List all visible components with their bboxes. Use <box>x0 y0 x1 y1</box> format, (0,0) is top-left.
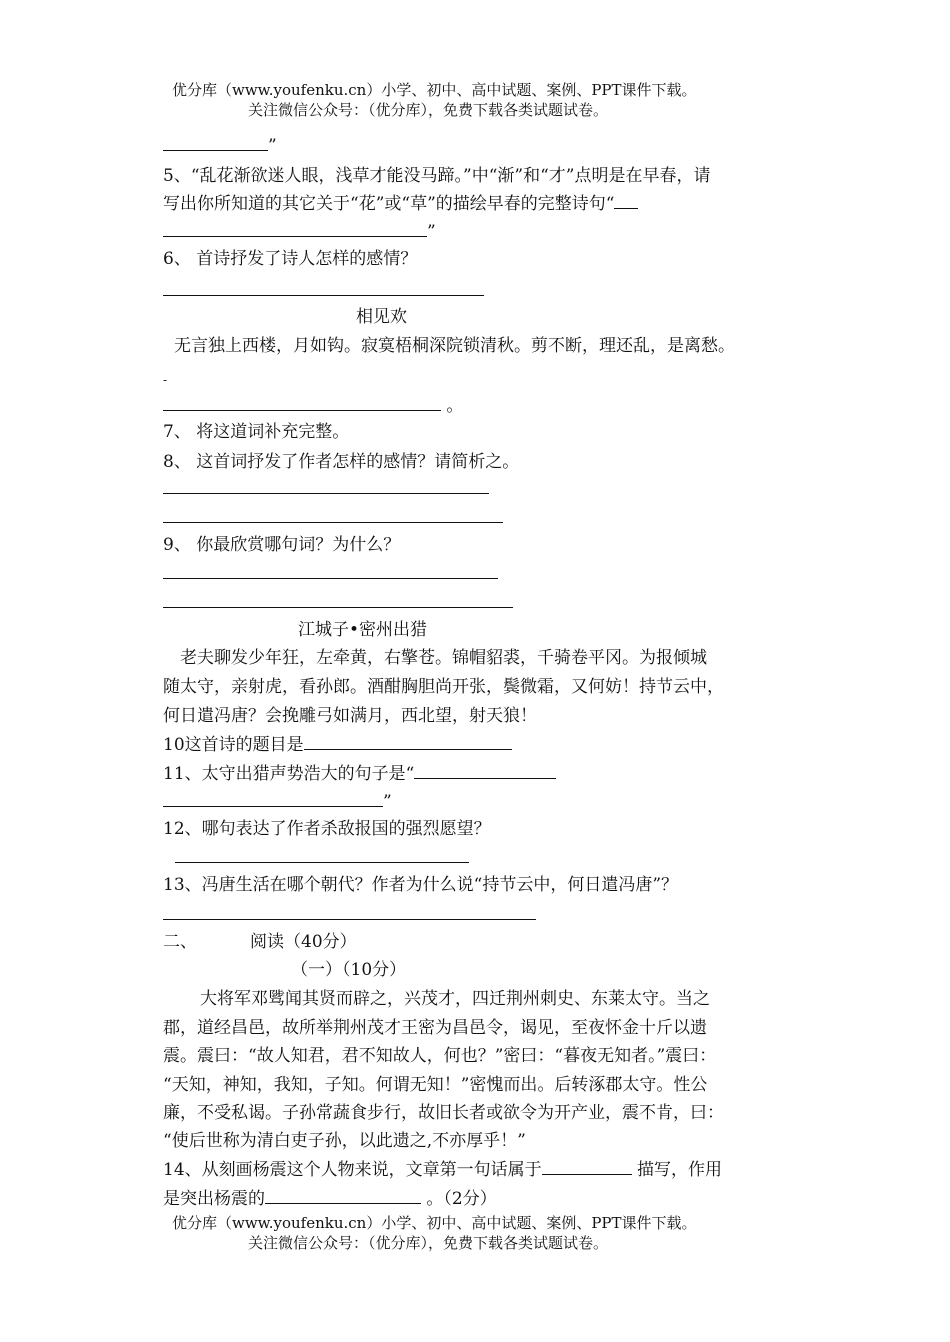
passage-line-2: 郡，道经昌邑，故所举荆州茂才王密为昌邑令，谒见，至夜怀金十斤以遗 <box>163 1018 707 1038</box>
passage-line-6: “使后世称为清白吏子孙，以此遗之,不亦厚乎！” <box>163 1131 526 1151</box>
answer-line-q9-1 <box>163 578 498 579</box>
question-14-line-2: 是突出杨震的 。（2分） <box>163 1189 497 1209</box>
poem-jiangchengzi-line-2: 随太守，亲射虎，看孙郎。酒酣胸胆尚开张，鬓微霜，又何妨！持节云中， <box>163 677 724 697</box>
question-13: 13、冯唐生活在哪个朝代？作者为什么说“持节云中，何日遣冯唐”？ <box>163 875 679 895</box>
answer-line-q8-1 <box>163 493 489 494</box>
passage-line-4: “天知，神知，我知，子知。何谓无知！”密愧而出。后转涿郡太守。性公 <box>163 1075 708 1095</box>
poem-jiangchengzi-line-3: 何日遣冯唐？会挽雕弓如满月，西北望，射天狼！ <box>163 706 537 726</box>
question-12: 12、哪句表达了作者杀敌报国的强烈愿望？ <box>163 819 491 839</box>
section-2-title: 阅读（40分） <box>250 932 357 952</box>
passage-line-3: 震。震曰：“故人知君，君不知故人，何也？”密曰：“暮夜无知者。”震曰： <box>163 1046 717 1066</box>
question-5-line-2: 写出你所知道的其它关于“花”或“草”的描绘早春的完整诗句“ <box>163 192 638 215</box>
answer-line-q8-2 <box>163 522 503 523</box>
question-6: 6、 首诗抒发了诗人怎样的感情？ <box>163 249 418 269</box>
poem-dash: - <box>163 373 168 387</box>
question-14-line-1: 14、从刻画杨震这个人物来说，文章第一句话属于 描写，作用 <box>163 1160 723 1180</box>
question-5-answer-line: ” <box>163 220 436 243</box>
answer-line-q9-2 <box>163 607 513 608</box>
answer-line-q13 <box>163 919 536 920</box>
poem-title-jiangchengzi: 江城子•密州出猎 <box>298 620 428 640</box>
answer-line-q6 <box>163 295 484 296</box>
header-line-2: 关注微信公众号：（优分库），免费下载各类试题试卷。 <box>248 101 609 119</box>
poem-title-xiangjianhuan: 相见欢 <box>356 307 407 327</box>
footer-line-1: 优分库（www.youfenku.cn）小学、初中、高中试题、案例、PPT课件下载。 <box>172 1214 697 1232</box>
question-5-line-1: 5、“乱花渐欲迷人眼，浅草才能没马蹄。”中“渐”和“才”点明是在早春，请 <box>163 166 711 186</box>
question-11: 11、太守出猎声势浩大的句子是“ <box>163 762 556 785</box>
question-8: 8、 这首词抒发了作者怎样的感情？请简析之。 <box>163 452 520 472</box>
header-line-1: 优分库（www.youfenku.cn）小学、初中、高中试题、案例、PPT课件下载。 <box>172 81 697 99</box>
reading-part-1-title: （一）（10分） <box>291 960 407 980</box>
answer-line-q12 <box>175 862 469 863</box>
question-7: 7、 将这道词补充完整。 <box>163 422 350 442</box>
footer-line-2: 关注微信公众号：（优分库），免费下载各类试题试卷。 <box>248 1234 609 1252</box>
passage-line-1: 大将军邓骘闻其贤而辟之，兴茂才，四迁荆州刺史、东莱太守。当之 <box>200 989 710 1009</box>
poem-xiangjianhuan-text: 无言独上西楼，月如钩。寂寞梧桐深院锁清秋。剪不断，理还乱，是离愁。 <box>174 336 735 356</box>
question-9: 9、 你最欣赏哪句词？为什么？ <box>163 535 401 555</box>
poem-jiangchengzi-line-1: 老夫聊发少年狂，左牵黄，右擎苍。锦帽貂裘，千骑卷平冈。为报倾城 <box>180 648 707 668</box>
passage-line-5: 廉，不受私谒。子孙常蔬食步行，故旧长者或欲令为开产业，震不肯，曰： <box>163 1103 724 1123</box>
section-2-number: 二、 <box>163 932 197 952</box>
poem-fill-line: 。 <box>163 394 463 417</box>
question-10: 10这首诗的题目是 <box>163 733 512 756</box>
question-11-answer-line: ” <box>163 790 392 813</box>
answer-line-top: ” <box>163 134 277 157</box>
